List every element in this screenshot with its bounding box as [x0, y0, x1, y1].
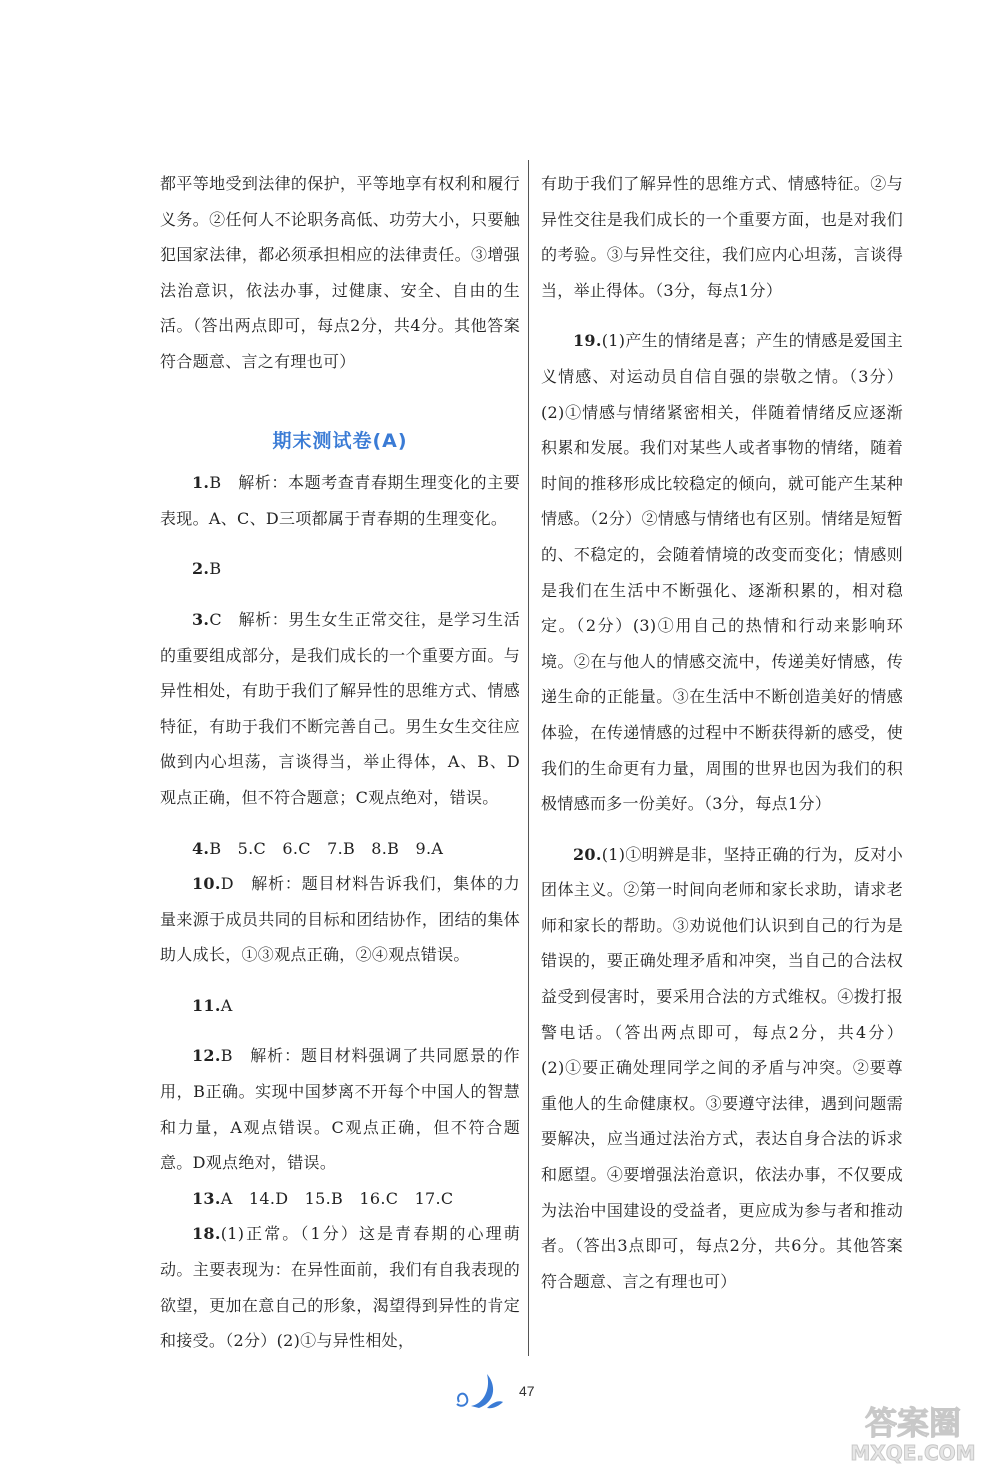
- item-number: 11.: [192, 995, 221, 1015]
- item-text: D 解析：题目材料告诉我们，集体的力量来源于成员共同的目标和团结协作，团结的集体助人成长，①③观点正确，②④观点错误。: [160, 874, 520, 965]
- answer-item: [160, 1181, 520, 1217]
- left-continuation: 都平等地受到法律的保护，平等地享有权利和履行义务。②任何人不论职务高低、功劳大小，只要触犯国家法律，都必须承担相应的法律责任。③增强法治意识，依法办事，过健康、安全、自由的生活。（答出两点即可，每点2分，共4分。其他答案符合题意、言之有理也可）: [160, 174, 520, 371]
- answer-item: [160, 1216, 520, 1358]
- item-text: A: [220, 995, 233, 1015]
- page-number: 47: [519, 1383, 535, 1399]
- item-number: 13.: [192, 1188, 221, 1208]
- left-column: [160, 166, 520, 1359]
- right-continuation: 有助于我们了解异性的思维方式、情感特征。②与异性交往是我们成长的一个重要方面，也是对我们的考验。③与异性交往，我们应内心坦荡，言谈得当，举止得体。（3分，每点1分）: [541, 174, 903, 300]
- item-text: B 解析：本题考查青春期生理变化的主要表现。A、C、D三项都属于青春期的生理变化。: [160, 473, 520, 528]
- answer-item: [160, 866, 520, 973]
- column-divider: [528, 160, 529, 1356]
- item-number: 20.: [573, 844, 602, 864]
- answer-item: [160, 602, 520, 816]
- answer-item: [541, 323, 903, 821]
- item-text: (1)正常。（1分）这是青春期的心理萌动。主要表现为：在异性面前，我们有自我表现的欲望，更加在意自己的形象，渴望得到异性的肯定和接受。（2分）(2)①与异性相处，: [160, 1224, 520, 1351]
- item-number: 1.: [192, 473, 210, 493]
- item-number: 4.: [192, 838, 210, 858]
- watermark-text: 答案圈: [864, 1404, 962, 1442]
- answer-item: [541, 837, 903, 1300]
- item-number: 3.: [192, 609, 210, 629]
- item-text: B: [209, 559, 222, 579]
- watermark-url: MXQE.COM: [850, 1441, 976, 1464]
- item-number: 2.: [192, 559, 210, 579]
- answer-item: [160, 551, 520, 587]
- watermark-logo: [833, 1398, 993, 1464]
- item-number: 12.: [192, 1046, 221, 1066]
- answer-item: [160, 831, 520, 867]
- item-text: A 14.D 15.B 16.C 17.C: [220, 1188, 454, 1208]
- answer-item: [160, 1038, 520, 1180]
- item-text: (1)产生的情绪是喜；产生的情感是爱国主义情感、对运动员自信自强的崇敬之情。（3分）(2)①情感与情绪紧密相关，伴随着情绪反应逐渐积累和发展。我们对某些人或者事物的情绪，随着时间的推移形成比较稳定的倾向，就可能产生某种情感。（2分）②情感与情绪也有区别。情绪是短暂的、不稳定的，会随着情境的改变而变化；情感则是我们在生活中不断强化、逐渐积累的，相对稳定。（2分）(3)①用自己的热情和行动来影响环境。②在与他人的情感交流中，传递美好情感，传递生命的正能量。③在生活中不断创造美好的情感体验，在传递情感的过程中不断获得新的感受，使我们的生命更有力量，周围的世界也因为我们的积极情感而多一份美好。（3分，每点1分）: [541, 331, 903, 814]
- answer-item: [160, 465, 520, 536]
- item-number: 10.: [192, 874, 221, 894]
- section-title: 期末测试卷(A): [272, 429, 408, 452]
- item-text: B 5.C 6.C 7.B 8.B 9.A: [209, 838, 444, 858]
- item-text: B 解析：题目材料强调了共同愿景的作用，B正确。实现中国梦离不开每个中国人的智慧和力量，A观点错误。C观点正确，但不符合题意。D观点绝对，错误。: [160, 1046, 520, 1173]
- item-text: C 解析：男生女生正常交往，是学习生活的重要组成部分，是我们成长的一个重要方面。与异性相处，有助于我们了解异性的思维方式、情感特征，有助于我们不断完善自己。男生女生交往应做到内心坦荡，言谈得当，举止得体，A、B、D观点正确，但不符合题意；C观点绝对，错误。: [160, 609, 520, 807]
- item-number: 18.: [192, 1224, 221, 1244]
- answer-item: [160, 988, 520, 1024]
- flourish-icon: [453, 1368, 505, 1412]
- item-number: 19.: [573, 331, 602, 351]
- right-column: [541, 166, 903, 1299]
- item-text: (1)①明辨是非，坚持正确的行为，反对小团体主义。②第一时间向老师和家长求助，请求老师和家长的帮助。③劝说他们认识到自己的行为是错误的，要正确处理矛盾和冲突，当自己的合法权益受到侵害时，要采用合法的方式维权。④拨打报警电话。（答出两点即可，每点2分，共4分）(2)①要正确处理同学之间的矛盾与冲突。②要尊重他人的生命健康权。③要遵守法律，遇到问题需要解决，应当通过法治方式，表达自身合法的诉求和愿望。④要增强法治意识，依法办事，不仅要成为法治中国建设的受益者，更应成为参与者和推动者。（答出3点即可，每点2分，共6分。其他答案符合题意、言之有理也可）: [541, 844, 903, 1291]
